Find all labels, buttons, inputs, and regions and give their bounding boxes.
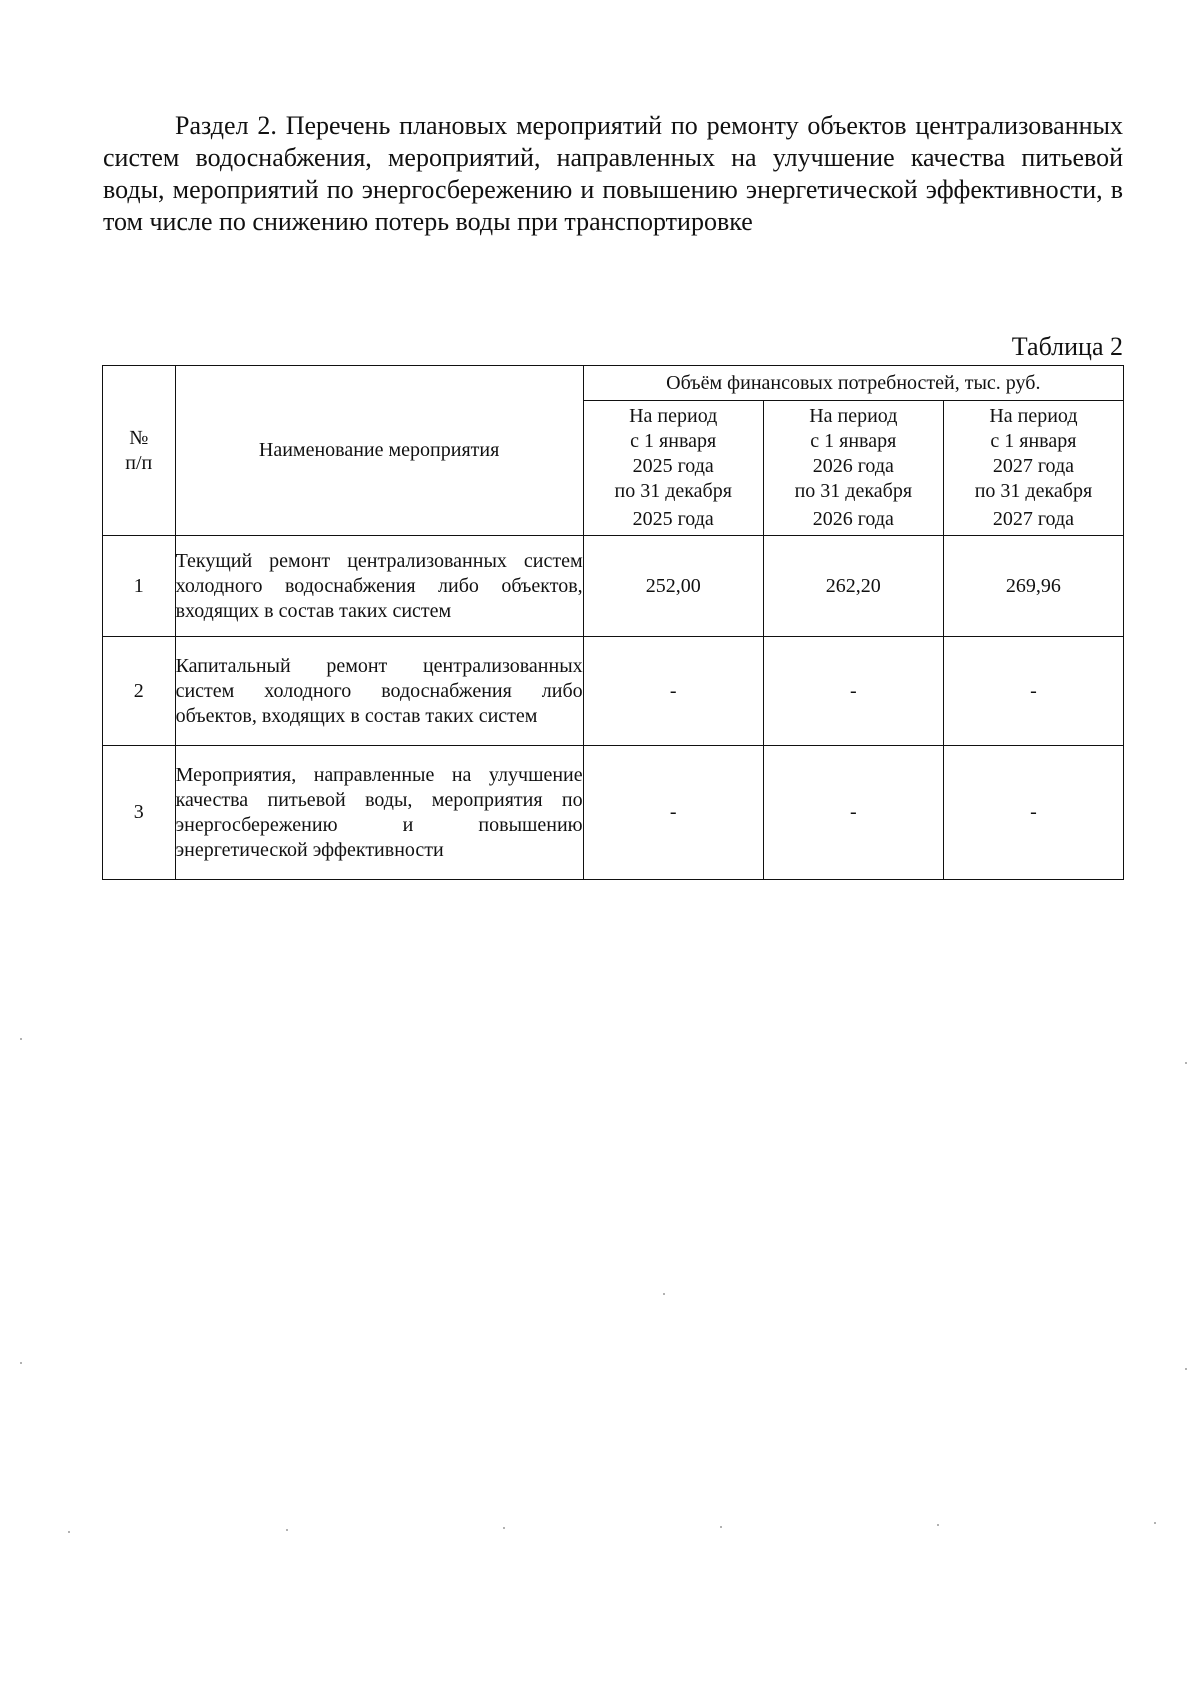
period-header-line: На период xyxy=(809,405,898,427)
financing-group-header: Объём финансовых потребностей, тыс. руб. xyxy=(583,366,1123,401)
row-number: 2 xyxy=(103,637,176,746)
value-2027: - xyxy=(943,746,1123,880)
row-number: 1 xyxy=(103,536,176,637)
period-header-2026 xyxy=(763,401,943,536)
row-number: 3 xyxy=(103,746,176,880)
period-header-line: 2027 года xyxy=(992,455,1075,477)
period-header-line: 2026 года xyxy=(812,508,894,530)
period-header-line: 2026 года xyxy=(812,455,894,477)
number-header-abbrev: п/п xyxy=(125,451,153,474)
period-header-line: по 31 декабря xyxy=(974,480,1093,502)
value-2027: - xyxy=(943,637,1123,746)
period-header-2025 xyxy=(583,401,763,536)
section-heading: Раздел 2. Перечень плановых мероприятий по ремонту объектов централизованных систем водоснабжения, мероприятий, направленных на улучшение качества питьевой воды, мероприятий по энергосбережению и повышению энергетической эффективности, в том числе по снижению потерь воды при транспортировке xyxy=(103,111,1123,236)
period-header-line: 2025 года xyxy=(632,455,714,477)
period-header-line: На период xyxy=(989,405,1078,427)
scan-speck xyxy=(1185,1368,1187,1370)
scan-speck xyxy=(503,1527,505,1529)
value-2025: 252,00 xyxy=(583,536,763,637)
period-header-line: с 1 января xyxy=(810,430,897,452)
table-row xyxy=(103,746,1124,880)
scan-speck xyxy=(1154,1522,1156,1524)
period-header-line: 2027 года xyxy=(992,508,1075,530)
table-header-row xyxy=(103,366,1124,401)
period-header-line: по 31 декабря xyxy=(614,480,732,502)
activity-name: Капитальный ремонт централизованных систем холодного водоснабжения либо объектов, входящих в состав таких систем xyxy=(175,637,583,746)
table-caption: Таблица 2 xyxy=(1011,332,1123,361)
period-header-line: по 31 декабря xyxy=(794,480,913,502)
activity-name: Мероприятия, направленные на улучшение качества питьевой воды, мероприятия по энергосбережению и повышению энергетической эффективности xyxy=(175,746,583,880)
value-2026: - xyxy=(763,637,943,746)
scan-speck xyxy=(68,1531,70,1533)
value-2026: - xyxy=(763,746,943,880)
period-header-2027 xyxy=(943,401,1123,536)
scan-speck xyxy=(937,1524,939,1526)
scan-speck xyxy=(720,1526,722,1528)
period-header-line: На период xyxy=(629,405,718,427)
value-2027: 269,96 xyxy=(943,536,1123,637)
scan-speck xyxy=(1185,1062,1187,1064)
scan-speck xyxy=(20,1362,22,1364)
number-header-symbol: № xyxy=(129,426,149,449)
period-header-line: с 1 января xyxy=(630,430,717,452)
scan-speck xyxy=(20,1038,22,1040)
value-2026: 262,20 xyxy=(763,536,943,637)
activity-name: Текущий ремонт централизованных систем холодного водоснабжения либо объектов, входящих в состав таких систем xyxy=(175,536,583,637)
period-header-line: 2025 года xyxy=(632,508,714,530)
period-header-line: с 1 января xyxy=(990,430,1077,452)
scan-speck xyxy=(663,1293,665,1295)
name-column-header: Наименование мероприятия xyxy=(175,366,583,536)
value-2025: - xyxy=(583,637,763,746)
table-row xyxy=(103,637,1124,746)
table-row xyxy=(103,536,1124,637)
value-2025: - xyxy=(583,746,763,880)
number-column-header xyxy=(103,366,176,536)
activities-table xyxy=(102,365,1124,880)
scan-speck xyxy=(286,1529,288,1531)
